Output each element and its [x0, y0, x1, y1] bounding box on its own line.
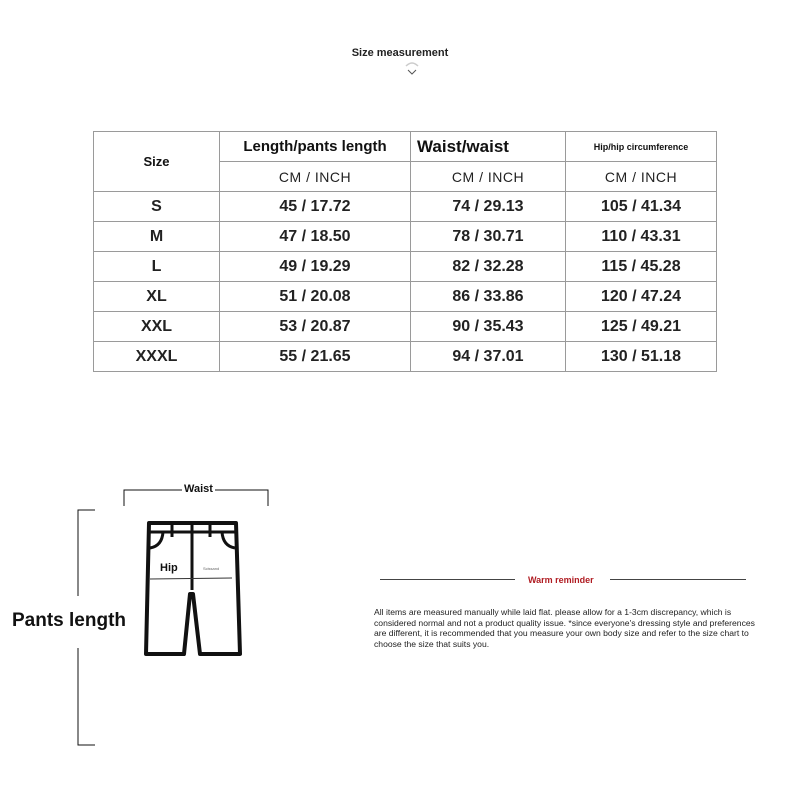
waist-cell: 74 / 29.13 — [411, 192, 566, 222]
hip-cell: 110 / 43.31 — [566, 222, 717, 252]
reminder-text: All items are measured manually while laid flat. please allow for a 1-3cm discrepancy, which is considered normal and not a product quality issue. *since everyone's dressing style and preferences are different, it is recommended that you measure your own body size and refer to the size chart to choose the size that suits you. — [374, 607, 755, 649]
hip-cell: 125 / 49.21 — [566, 312, 717, 342]
pants-icon — [146, 523, 240, 654]
table-header-row — [94, 132, 717, 162]
table-row — [94, 312, 717, 342]
size-cell: XL — [94, 282, 220, 312]
reminder-divider-right — [610, 579, 746, 580]
length-cell: 51 / 20.08 — [220, 282, 411, 312]
chevron-down-icon — [404, 62, 420, 78]
hip-cell: 130 / 51.18 — [566, 342, 717, 372]
waist-header: Waist/waist — [411, 132, 566, 162]
table-row — [94, 192, 717, 222]
table-row — [94, 342, 717, 372]
hip-line — [150, 578, 232, 579]
reminder-divider-left — [380, 579, 515, 580]
length-cell: 45 / 17.72 — [220, 192, 411, 222]
size-cell: XXL — [94, 312, 220, 342]
hip-label: Hip — [160, 562, 178, 574]
size-cell: XXXL — [94, 342, 220, 372]
pants-length-label: Pants length — [12, 610, 127, 631]
reminder-title: Warm reminder — [528, 575, 594, 585]
waist-cell: 94 / 37.01 — [411, 342, 566, 372]
hip-cell: 120 / 47.24 — [566, 282, 717, 312]
length-cell: 53 / 20.87 — [220, 312, 411, 342]
table-row — [94, 252, 717, 282]
size-header: Size — [94, 132, 220, 192]
length-unit: CM / INCH — [220, 162, 411, 192]
length-cell: 49 / 19.29 — [220, 252, 411, 282]
hip-cell: 115 / 45.28 — [566, 252, 717, 282]
table-row — [94, 282, 717, 312]
length-cell: 55 / 21.65 — [220, 342, 411, 372]
tiny-label: Scissand — [203, 566, 220, 571]
size-table — [93, 131, 717, 372]
hip-unit: CM / INCH — [566, 162, 717, 192]
waist-cell: 82 / 32.28 — [411, 252, 566, 282]
waist-cell: 78 / 30.71 — [411, 222, 566, 252]
hip-header: Hip/hip circumference — [566, 132, 717, 162]
size-cell: M — [94, 222, 220, 252]
size-cell: L — [94, 252, 220, 282]
pants-length-bracket-top — [78, 510, 95, 596]
waist-unit: CM / INCH — [411, 162, 566, 192]
length-header: Length/pants length — [220, 132, 411, 162]
waist-cell: 90 / 35.43 — [411, 312, 566, 342]
hip-cell: 105 / 41.34 — [566, 192, 717, 222]
length-cell: 47 / 18.50 — [220, 222, 411, 252]
table-row — [94, 222, 717, 252]
waist-cell: 86 / 33.86 — [411, 282, 566, 312]
pants-length-bracket-bottom — [78, 648, 95, 745]
size-cell: S — [94, 192, 220, 222]
waist-label: Waist — [184, 483, 213, 495]
page-title: Size measurement — [351, 47, 449, 59]
